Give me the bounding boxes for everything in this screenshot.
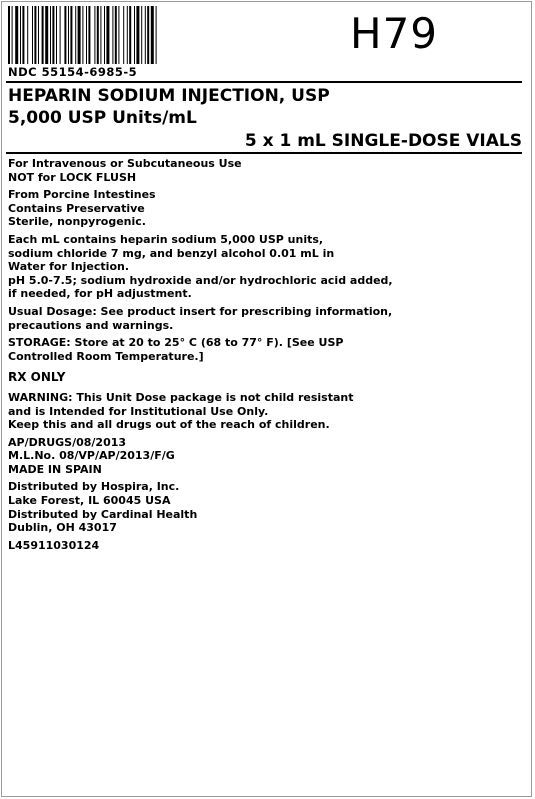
regulatory-line: AP/DRUGS/08/2013 bbox=[8, 435, 127, 449]
distribution-line: Lake Forest, IL 60045 USA bbox=[8, 494, 171, 508]
strength: 5,000 USP Units/mL bbox=[8, 108, 197, 128]
distribution-line: Distributed by Hospira, Inc. bbox=[8, 480, 180, 494]
regulatory-line: MADE IN SPAIN bbox=[8, 462, 102, 476]
warning-line: WARNING: This Unit Dose package is not child resistant bbox=[8, 390, 354, 404]
distribution-block bbox=[8, 480, 523, 534]
warning-line: Keep this and all drugs out of the reach of children. bbox=[8, 418, 330, 432]
warning-line: and is Intended for Institutional Use Only. bbox=[8, 404, 269, 418]
storage-line: STORAGE: Store at 20 to 25° C (68 to 77° F). [See USP bbox=[8, 336, 344, 350]
composition-line: pH 5.0-7.5; sodium hydroxide and/or hydrochloric acid added, bbox=[8, 273, 393, 287]
source-line: From Porcine Intestines bbox=[8, 188, 156, 202]
composition-line: if needed, for pH adjustment. bbox=[8, 287, 192, 301]
ndc-number: NDC 55154-6985-5 bbox=[8, 65, 138, 79]
warning-block bbox=[8, 391, 523, 432]
storage-block bbox=[8, 336, 523, 363]
label-code: H79 bbox=[350, 9, 439, 58]
composition-line: Each mL contains heparin sodium 5,000 USP units, bbox=[8, 232, 324, 246]
composition-line: Water for Injection. bbox=[8, 260, 130, 274]
route-line: For Intravenous or Subcutaneous Use bbox=[8, 157, 242, 170]
route-block bbox=[8, 157, 523, 184]
lot-block bbox=[8, 539, 523, 553]
route-line: NOT for LOCK FLUSH bbox=[8, 170, 137, 184]
regulatory-block bbox=[8, 436, 523, 477]
product-name: HEPARIN SODIUM INJECTION, USP bbox=[8, 86, 330, 106]
package-description: 5 x 1 mL SINGLE-DOSE VIALS bbox=[244, 131, 522, 151]
dosage-block bbox=[8, 305, 523, 332]
label-body bbox=[8, 157, 523, 556]
source-line: Sterile, nonpyrogenic. bbox=[8, 215, 146, 229]
source-line: Contains Preservative bbox=[8, 201, 145, 215]
dosage-line: precautions and warnings. bbox=[8, 318, 174, 332]
divider-bottom bbox=[6, 152, 522, 154]
barcode-icon bbox=[8, 6, 214, 64]
rx-only: RX ONLY bbox=[8, 370, 66, 385]
lot-number: L45911030124 bbox=[8, 538, 100, 552]
composition-line: sodium chloride 7 mg, and benzyl alcohol 0.01 mL in bbox=[8, 246, 335, 260]
distribution-line: Distributed by Cardinal Health bbox=[8, 507, 198, 521]
distribution-line: Dublin, OH 43017 bbox=[8, 521, 117, 535]
divider-top bbox=[6, 81, 522, 83]
regulatory-line: M.L.No. 08/VP/AP/2013/F/G bbox=[8, 449, 175, 463]
storage-line: Controlled Room Temperature.] bbox=[8, 349, 204, 363]
composition-block bbox=[8, 233, 523, 301]
source-block bbox=[8, 188, 523, 229]
dosage-line: Usual Dosage: See product insert for prescribing information, bbox=[8, 304, 393, 318]
